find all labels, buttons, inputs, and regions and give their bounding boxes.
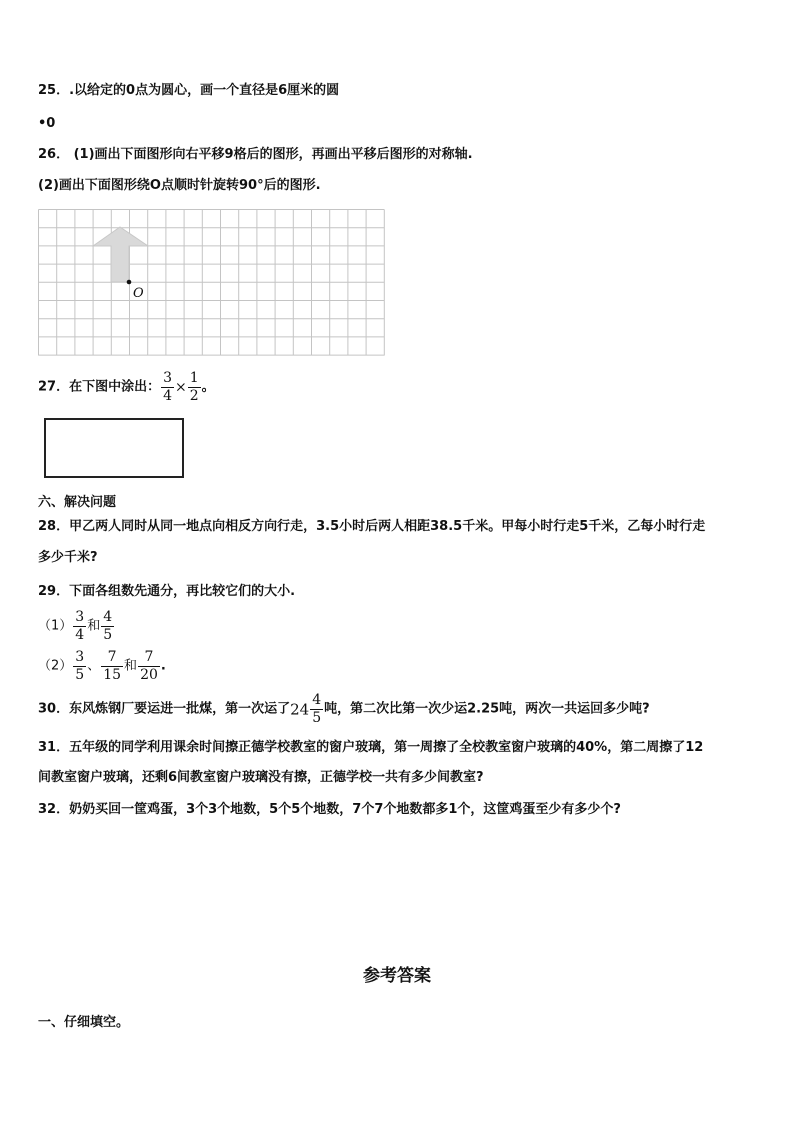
- frac-denominator: 15: [103, 667, 122, 683]
- section-6-heading: 六、解决问题: [38, 495, 117, 510]
- q27-suffix: 。: [201, 379, 215, 395]
- times-sign: ×: [175, 379, 187, 396]
- o-label: O: [133, 286, 144, 301]
- answer-key-title: 参考答案: [363, 966, 431, 986]
- answer-section-1: 一、仔细填空。: [38, 1015, 130, 1030]
- q29-p2-and: 和: [124, 658, 138, 674]
- q28-line1: 28．甲乙两人同时从同一地点向相反方向行走，3.5小时后两人相距38.5千米。甲每小时行走5千米，乙每小时行走: [38, 519, 706, 534]
- q29-p2-frac1: [73, 649, 86, 684]
- q29-p2-sep: 、: [87, 658, 101, 674]
- q29-text: 29．下面各组数先通分，再比较它们的大小.: [38, 584, 296, 599]
- frac-numerator: 3: [75, 609, 85, 625]
- grid-figure: [38, 209, 388, 357]
- q29-part1: [38, 609, 115, 644]
- frac-denominator: 4: [163, 388, 173, 404]
- q29-p2-end: .: [160, 658, 166, 674]
- q29-p1-label: （1）: [38, 618, 73, 634]
- frac-numerator: 3: [75, 649, 85, 665]
- shading-rectangle: [44, 418, 184, 478]
- frac-numerator: 7: [101, 649, 123, 667]
- center-point-o: [127, 280, 132, 285]
- grid-lines: [39, 210, 385, 356]
- frac-numerator: 1: [189, 370, 199, 386]
- q30-line: [38, 692, 650, 727]
- q32-text: 32．奶奶买回一筐鸡蛋，3个3个地数，5个5个地数，7个7个地数都多1个，这筐鸡蛋至少有多少个?: [38, 802, 621, 817]
- frac-denominator: 5: [312, 710, 322, 726]
- q29-p2-frac2: [101, 649, 123, 684]
- q26-line2: (2)画出下面图形绕O点顺时针旋转90°后的图形.: [38, 178, 321, 193]
- q27-frac2: [188, 370, 201, 405]
- q26-line1: 26． (1)画出下面图形向右平移9格后的图形，再画出平移后图形的对称轴.: [38, 147, 473, 162]
- q25-text: 25．.以给定的0点为圆心，画一个直径是6厘米的圆: [38, 83, 340, 98]
- frac-denominator: 5: [103, 627, 113, 643]
- q30-suffix: 吨，第二次比第一次少运2.25吨，两次一共运回多少吨?: [324, 701, 650, 717]
- q25-point-label: •0: [38, 116, 56, 131]
- q29-p2-label: （2）: [38, 658, 73, 674]
- q30-whole: 24: [290, 700, 310, 719]
- frac-denominator: 2: [189, 388, 199, 404]
- q30-frac: [310, 692, 323, 727]
- frac-denominator: 20: [140, 667, 158, 683]
- frac-denominator: 4: [75, 627, 85, 643]
- q29-p1-frac2: [101, 609, 114, 644]
- q27-line: [38, 370, 215, 405]
- frac-numerator: 4: [312, 692, 322, 708]
- frac-denominator: 5: [75, 667, 85, 683]
- frac-numerator: 7: [138, 649, 160, 667]
- q27-prefix: 27．在下图中涂出：: [38, 379, 161, 395]
- q27-frac1: [161, 370, 174, 405]
- q31-line2: 间教室窗户玻璃，还剩6间教室窗户玻璃没有擦，正德学校一共有多少间教室?: [38, 770, 484, 785]
- q28-line2: 多少千米?: [38, 550, 98, 565]
- q29-p1-and: 和: [87, 618, 101, 634]
- frac-numerator: 3: [163, 370, 173, 386]
- q29-part2: [38, 649, 166, 684]
- q29-p2-frac3: [138, 649, 160, 684]
- q29-p1-frac1: [73, 609, 86, 644]
- q30-prefix: 30．东风炼钢厂要运进一批煤，第一次运了: [38, 701, 291, 717]
- q31-line1: 31．五年级的同学利用课余时间擦正德学校教室的窗户玻璃，第一周擦了全校教室窗户玻璃的40%，第二周擦了12: [38, 740, 704, 755]
- arrow-shape: [93, 227, 148, 282]
- frac-numerator: 4: [103, 609, 113, 625]
